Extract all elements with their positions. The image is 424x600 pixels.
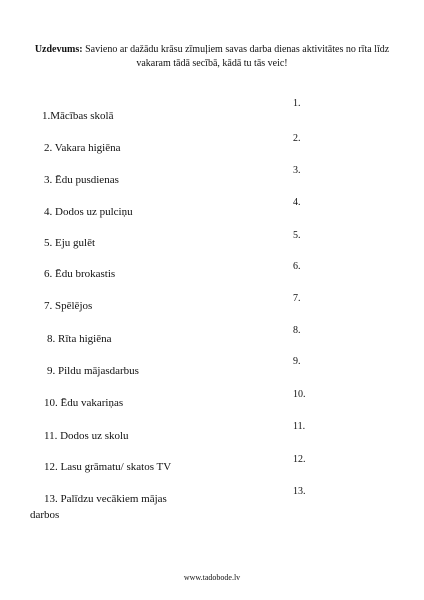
target-number: 4. xyxy=(293,197,301,208)
activity-item: 3. Ēdu pusdienas xyxy=(44,174,119,186)
activity-item: 1.Mācības skolā xyxy=(42,110,114,122)
task-label: Uzdevums: xyxy=(34,44,83,55)
activity-item: 11. Dodos uz skolu xyxy=(44,430,129,442)
target-number: 11. xyxy=(293,421,306,432)
footer-url: www.tadobode.lv xyxy=(183,573,241,582)
activity-item: 9. Pildu mājasdarbus xyxy=(47,365,139,377)
activity-item: 2. Vakara higiēna xyxy=(44,142,121,154)
activity-13-line1: 13. Palīdzu vecākiem mājas xyxy=(44,493,167,505)
activity-item-13 xyxy=(30,491,220,523)
target-number: 5. xyxy=(293,230,301,241)
target-number: 2. xyxy=(293,133,301,144)
target-number: 12. xyxy=(293,454,306,465)
target-number: 9. xyxy=(293,356,301,367)
task-instruction xyxy=(28,43,396,71)
activity-item: 5. Eju gulēt xyxy=(44,237,96,249)
activity-item: 6. Ēdu brokastis xyxy=(44,268,116,280)
target-number: 10. xyxy=(293,389,306,400)
target-number: 13. xyxy=(293,486,306,497)
activity-13-line2: darbos xyxy=(30,509,60,521)
activity-item: 10. Ēdu vakariņas xyxy=(44,397,124,409)
activity-item: 4. Dodos uz pulciņu xyxy=(44,206,133,218)
target-number: 3. xyxy=(293,165,301,176)
activity-item: 12. Lasu grāmatu/ skatos TV xyxy=(44,461,172,473)
target-number: 6. xyxy=(293,261,301,272)
target-number: 1. xyxy=(293,98,301,109)
task-text: Savieno ar dažādu krāsu zīmuļiem savas darba dienas aktivitātes no rīta līdz vakaram tādā secībā, kādā tu tās veic! xyxy=(82,44,390,69)
activity-item: 7. Spēlējos xyxy=(44,300,93,312)
target-number: 7. xyxy=(293,293,301,304)
activity-item: 8. Rīta higiēna xyxy=(47,333,112,345)
target-number: 8. xyxy=(293,325,301,336)
